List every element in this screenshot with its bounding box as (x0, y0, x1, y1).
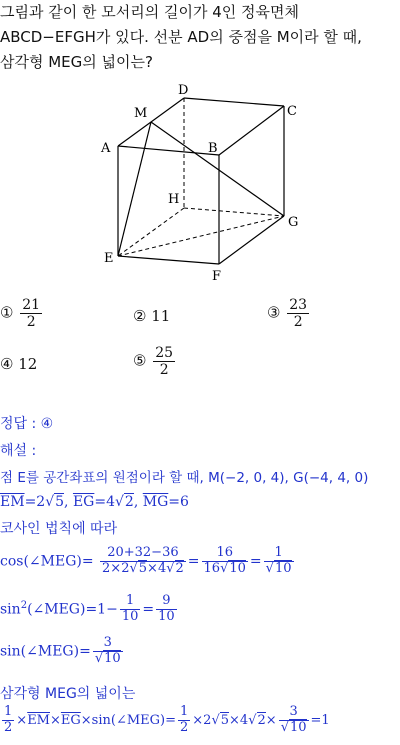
solution-cos-equation: cos(∠MEG)= $\frac{20+32-36}{2\times 2 √ 5\times 4 √ 2}$ = $\frac{16}{16 √ 10}$ = 1 √ 10 (0, 546, 296, 577)
label-B: B (208, 141, 218, 156)
choice-denominator: 2 (26, 314, 36, 331)
choice-numerator: 25 (155, 345, 174, 361)
choice-marker: ② (133, 307, 147, 325)
choice-numerator: 21 (22, 297, 41, 313)
answer-label: 정답 : ④ (0, 416, 54, 432)
label-E: E (104, 251, 114, 266)
solution-sin-equation: sin(∠MEG)= 3 √ 10 (0, 636, 125, 667)
question-line-3: 삼각형 MEG의 넓이는? (0, 53, 153, 71)
segment-em: $\overline{EM}$ (0, 494, 25, 510)
solution-coordinates: 점 E를 공간좌표의 원점이라 할 때, M(−2, 0, 4), G(−4, 4, 0) (0, 470, 369, 486)
solution-cosine-law: 코사인 법칙에 따라 (0, 521, 118, 537)
choice-4[interactable] (0, 355, 37, 373)
label-C: C (287, 104, 297, 119)
choice-marker: ⑤ (133, 351, 147, 370)
choice-2[interactable] (133, 307, 170, 325)
label-A: A (101, 141, 111, 156)
solution-area-label: 삼각형 MEG의 넓이는 (0, 686, 136, 702)
edge-HG (184, 208, 284, 216)
solution-label: 해설 : (0, 443, 37, 459)
label-H: H (168, 192, 180, 207)
choice-marker: ④ (0, 355, 14, 373)
label-F: F (212, 269, 222, 284)
segment-mg: $\overline{MG}$ (142, 494, 169, 510)
cube-figure (95, 80, 315, 290)
choice-marker: ① (0, 303, 14, 322)
choice-marker: ③ (267, 303, 281, 322)
choice-numerator: 23 (289, 297, 308, 313)
choice-denominator: 2 (159, 362, 169, 379)
choice-3[interactable] (267, 297, 311, 330)
edge-AB (118, 146, 219, 155)
label-G: G (288, 215, 299, 230)
solution-lengths: $\overline{EM}=2$ √ 5, $\overline{EG}=4$ √ 2, $\overline{MG}=6$ (0, 494, 189, 510)
solution-sin2-equation: $\sin^2(\angle MEG)=1-$ $\frac{1}{10}$ = $\frac{9}{10}$ (0, 593, 175, 624)
choice-1[interactable] (0, 297, 44, 330)
choice-denominator: 2 (293, 314, 303, 331)
choice-value: 12 (18, 355, 38, 373)
edge-GF (219, 216, 284, 264)
edge-BC (219, 106, 284, 155)
choice-value: 11 (151, 307, 171, 325)
label-M: M (134, 106, 148, 121)
segment-eg: $\overline{EG}$ (72, 494, 95, 510)
question-line-2: ABCD−EFGH가 있다. 선분 AD의 중점을 M이라 할 때, (0, 28, 362, 46)
label-D: D (178, 83, 189, 98)
choice-5[interactable] (133, 345, 177, 378)
solution-area-equation: $\frac{1}{2}$ $\times\overline{EM}\times\overline{EG}\times\sin(\angle MEG)=$ $\frac{1}{2}$ ×2 √ 5×4 √ 2× 3 √ 10 =1 (0, 705, 330, 736)
edge-DC (184, 98, 284, 106)
edge-FE (118, 256, 219, 264)
segment-EG (118, 216, 284, 256)
question-line-1: 그림과 같이 한 모서리의 길이가 4인 정육면체 (0, 3, 299, 21)
